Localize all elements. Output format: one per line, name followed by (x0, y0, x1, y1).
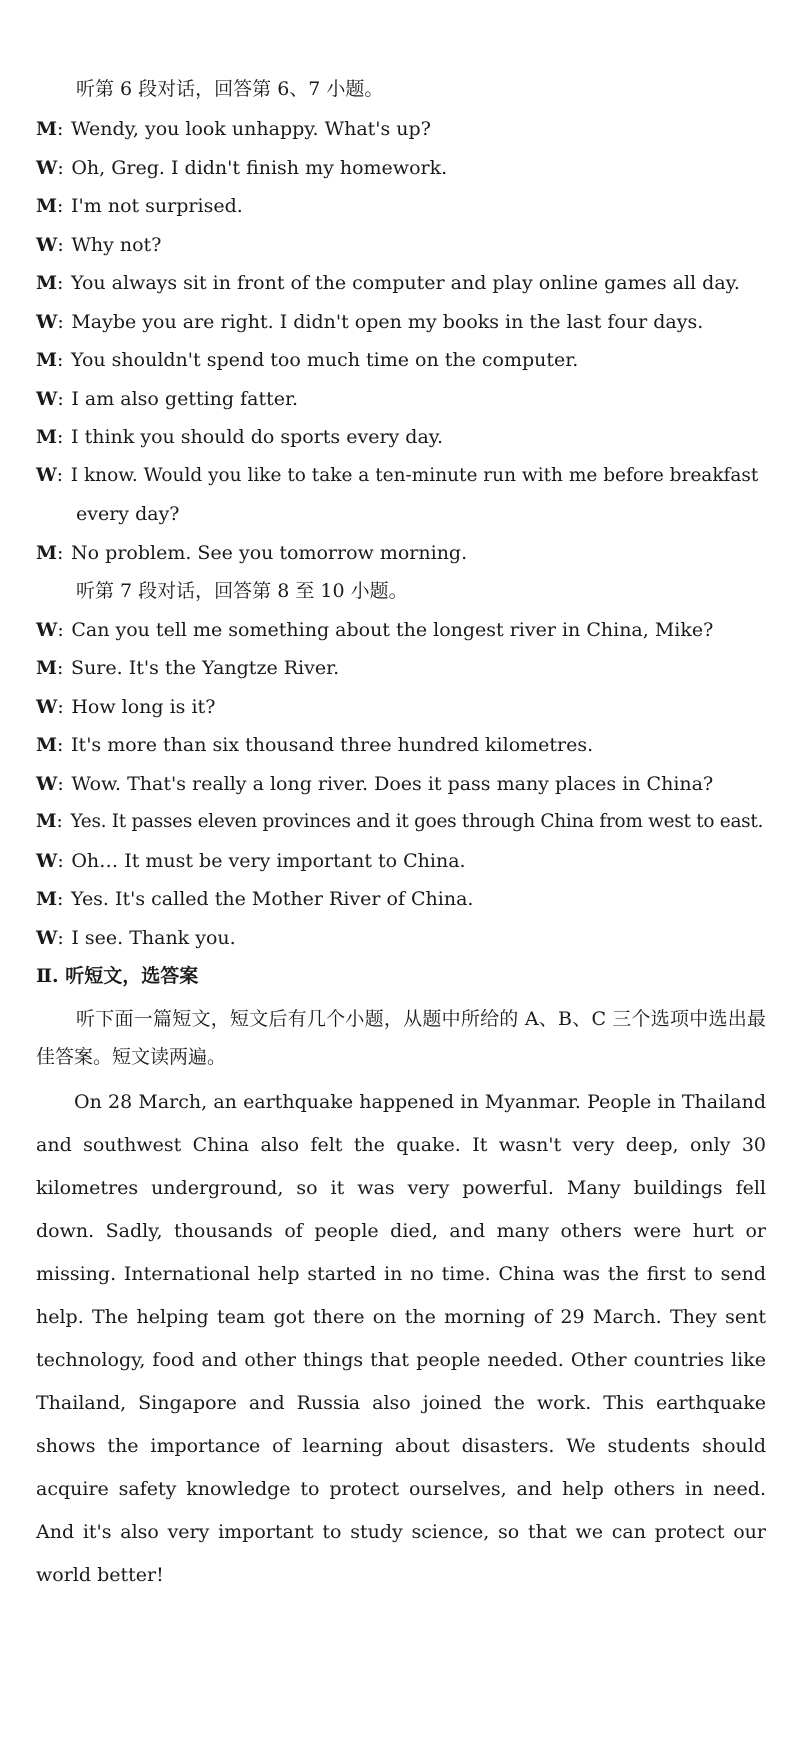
speaker-label: M (36, 888, 58, 910)
speaker-label: W (36, 850, 58, 872)
speaker-label: M (36, 349, 58, 371)
dialogue-text: It's more than six thousand three hundred kilometres. (71, 734, 594, 756)
dialogue-line: W: Oh, Greg. I didn't finish my homework. (36, 157, 448, 179)
dialogue-continuation: every day? (76, 503, 180, 525)
dialogue-text: Oh… It must be very important to China. (71, 850, 466, 872)
dialogue-line: W: Maybe you are right. I didn't open my books in the last four days. (36, 311, 704, 333)
dialogue-line: M: Yes. It's called the Mother River of China. (36, 888, 474, 910)
listening-passage: On 28 March, an earthquake happened in Myanmar. People in Thailand and southwest China also felt the quake. It wasn't very deep, only 30 kilometres underground, so it was very powerful. Many buildings fell down. Sadly, thousands of people died, and many others were hurt or missing. International help started in no time. China was the first to send help. The helping team got there on the morning of 29 March. They sent technology, food and other things that people needed. Other countries like Thailand, Singapore and Russia also joined the work. This earthquake shows the importance of learning about disasters. We students should acquire safety knowledge to protect ourselves, and help others in need. And it's also very important to study science, so that we can protect our world better! (36, 1091, 766, 1586)
dialogue-text: Why not? (71, 234, 162, 256)
part-2-heading: Ⅱ. 听短文，选答案 (36, 965, 199, 987)
speaker-label: W (36, 234, 58, 256)
dialogue-line: W: Oh… It must be very important to China. (36, 850, 466, 872)
dialogue-text: No problem. See you tomorrow morning. (71, 542, 468, 564)
speaker-label: W (36, 927, 58, 949)
dialogue-line: W: Wow. That's really a long river. Does it pass many places in China? (36, 773, 714, 795)
speaker-label: M (36, 811, 57, 832)
dialogue-line: M: No problem. See you tomorrow morning. (36, 542, 468, 564)
dialogue-text: Sure. It's the Yangtze River. (71, 657, 340, 679)
dialogue-line: M: Yes. It passes eleven provinces and it goes through China from west to east. (36, 811, 764, 832)
dialogue-line: M: It's more than six thousand three hundred kilometres. (36, 734, 594, 756)
speaker-label: M (36, 426, 58, 448)
dialogue-line: W: Why not? (36, 234, 162, 256)
dialogue-line: W: I know. Would you like to take a ten-minute run with me before breakfast (36, 465, 759, 486)
dialogue-line: W: I am also getting fatter. (36, 388, 299, 410)
dialogue-text: How long is it? (71, 696, 216, 718)
dialogue-line: M: Wendy, you look unhappy. What's up? (36, 118, 431, 140)
dialogue-line: W: How long is it? (36, 696, 216, 718)
dialogue-text: Wendy, you look unhappy. What's up? (71, 118, 431, 140)
speaker-label: M (36, 734, 58, 756)
speaker-label: W (36, 157, 58, 179)
dialogue-text: I'm not surprised. (71, 195, 243, 217)
part-2-instruction: 听下面一篇短文，短文后有几个小题，从题中所给的 A、B、C 三个选项中选出最佳答案。短文读两遍。 (36, 1008, 766, 1068)
speaker-label: M (36, 542, 58, 564)
dialogue-text: I see. Thank you. (71, 927, 236, 949)
section-6-instruction: 听第 6 段对话，回答第 6、7 小题。 (76, 78, 384, 100)
speaker-label: M (36, 195, 58, 217)
dialogue-text: Can you tell me something about the longest river in China, Mike? (71, 619, 714, 641)
dialogue-line: M: I think you should do sports every day. (36, 426, 444, 448)
dialogue-text: Oh, Greg. I didn't finish my homework. (71, 157, 448, 179)
dialogue-line: M: Sure. It's the Yangtze River. (36, 657, 340, 679)
dialogue-line: W: Can you tell me something about the longest river in China, Mike? (36, 619, 714, 641)
dialogue-text: Yes. It's called the Mother River of China. (71, 888, 474, 910)
speaker-label: W (36, 619, 58, 641)
dialogue-line: W: I see. Thank you. (36, 927, 236, 949)
dialogue-line: M: You always sit in front of the computer and play online games all day. (36, 272, 740, 294)
speaker-label: M (36, 118, 58, 140)
speaker-label: W (36, 311, 58, 333)
speaker-label: M (36, 657, 58, 679)
speaker-label: W (36, 773, 58, 795)
dialogue-text: Maybe you are right. I didn't open my books in the last four days. (71, 311, 704, 333)
section-7-instruction: 听第 7 段对话，回答第 8 至 10 小题。 (76, 580, 408, 602)
dialogue-text: I am also getting fatter. (71, 388, 299, 410)
speaker-label: M (36, 272, 58, 294)
dialogue-text: You shouldn't spend too much time on the computer. (71, 349, 579, 371)
dialogue-text: I know. Would you like to take a ten-minute run with me before breakfast (70, 465, 759, 486)
speaker-label: W (36, 465, 57, 486)
speaker-label: W (36, 388, 58, 410)
dialogue-line: M: You shouldn't spend too much time on the computer. (36, 349, 579, 371)
speaker-label: W (36, 696, 58, 718)
dialogue-text: You always sit in front of the computer and play online games all day. (71, 272, 740, 294)
dialogue-line: M: I'm not surprised. (36, 195, 243, 217)
dialogue-text: Wow. That's really a long river. Does it pass many places in China? (71, 773, 714, 795)
dialogue-text: Yes. It passes eleven provinces and it goes through China from west to east. (70, 811, 764, 832)
dialogue-text: I think you should do sports every day. (71, 426, 444, 448)
